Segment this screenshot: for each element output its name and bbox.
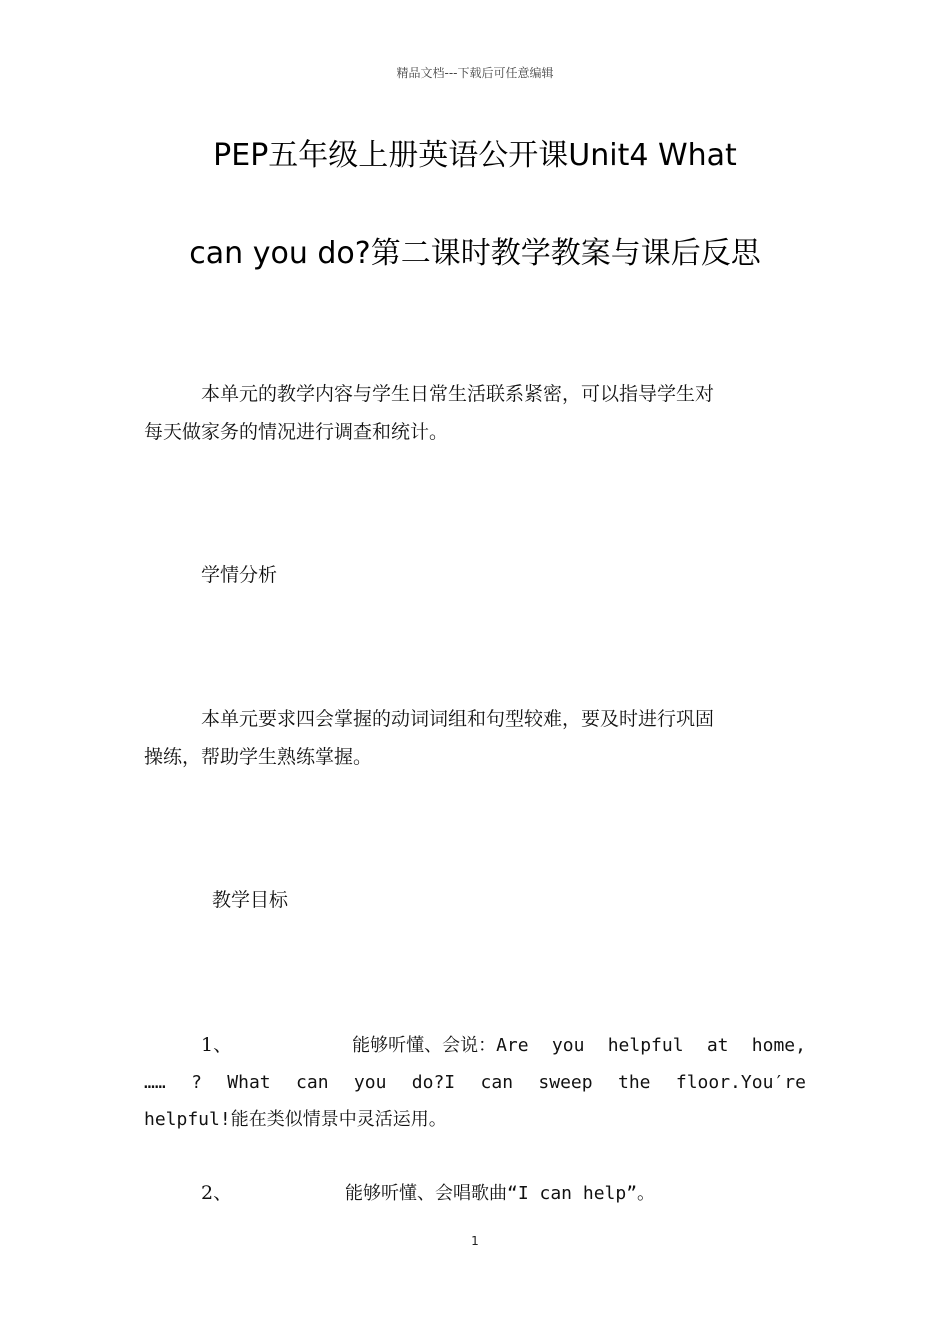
- goal-1-word: can: [296, 1072, 329, 1093]
- page-number: 1: [471, 1234, 479, 1248]
- goal-1-word: can: [480, 1072, 514, 1093]
- analysis-heading: 学情分析: [201, 564, 278, 586]
- document-title-line-2: can you do?第二课时教学教案与课后反思: [189, 236, 761, 271]
- goal-1-word: helpful: [607, 1035, 684, 1056]
- goal-1-word: you: [353, 1072, 387, 1093]
- goal-1-line-1: [144, 1027, 806, 1064]
- goal-item-2: [144, 1175, 806, 1212]
- goal-1-word: home,: [751, 1035, 806, 1056]
- goal-1-word: 能够听懂、会说：Are: [352, 1035, 529, 1056]
- goal-1-word: sweep: [538, 1072, 593, 1093]
- analysis-line-2: 操练，帮助学生熟练掌握。: [144, 746, 373, 768]
- goal-1-word: ?: [191, 1072, 202, 1093]
- goal-1-word: at: [706, 1035, 729, 1056]
- intro-paragraph: [144, 375, 806, 451]
- document-title-line-1: PEP五年级上册英语公开课Unit4 What: [213, 138, 737, 173]
- goal-1-line-3: helpful!能在类似情景中灵活运用。: [144, 1109, 447, 1130]
- goal-1-word: do?I: [411, 1072, 456, 1093]
- goal-1-word: floor.You′re: [675, 1072, 806, 1093]
- goal-2-text: 能够听懂、会唱歌曲“I can help”。: [345, 1183, 656, 1204]
- analysis-paragraph: [144, 700, 806, 776]
- goal-1-line-2: [144, 1064, 806, 1101]
- goal-1-word: the: [617, 1072, 651, 1093]
- goals-heading: 教学目标: [212, 889, 289, 911]
- page-header: 精品文档---下载后可任意编辑: [396, 66, 554, 80]
- goal-1-word: What: [227, 1072, 271, 1093]
- analysis-line-1: 本单元要求四会掌握的动词词组和句型较难，要及时进行巩固: [201, 708, 715, 730]
- goal-1-word: you: [551, 1035, 585, 1056]
- intro-line-1: 本单元的教学内容与学生日常生活联系紧密，可以指导学生对: [201, 383, 715, 405]
- goal-item-1: [144, 1027, 806, 1138]
- intro-line-2: 每天做家务的情况进行调查和统计。: [144, 421, 449, 443]
- goal-1-word: ……: [144, 1072, 166, 1093]
- goal-2-number: 2、: [201, 1182, 233, 1204]
- goal-1-number: 1、: [201, 1034, 233, 1056]
